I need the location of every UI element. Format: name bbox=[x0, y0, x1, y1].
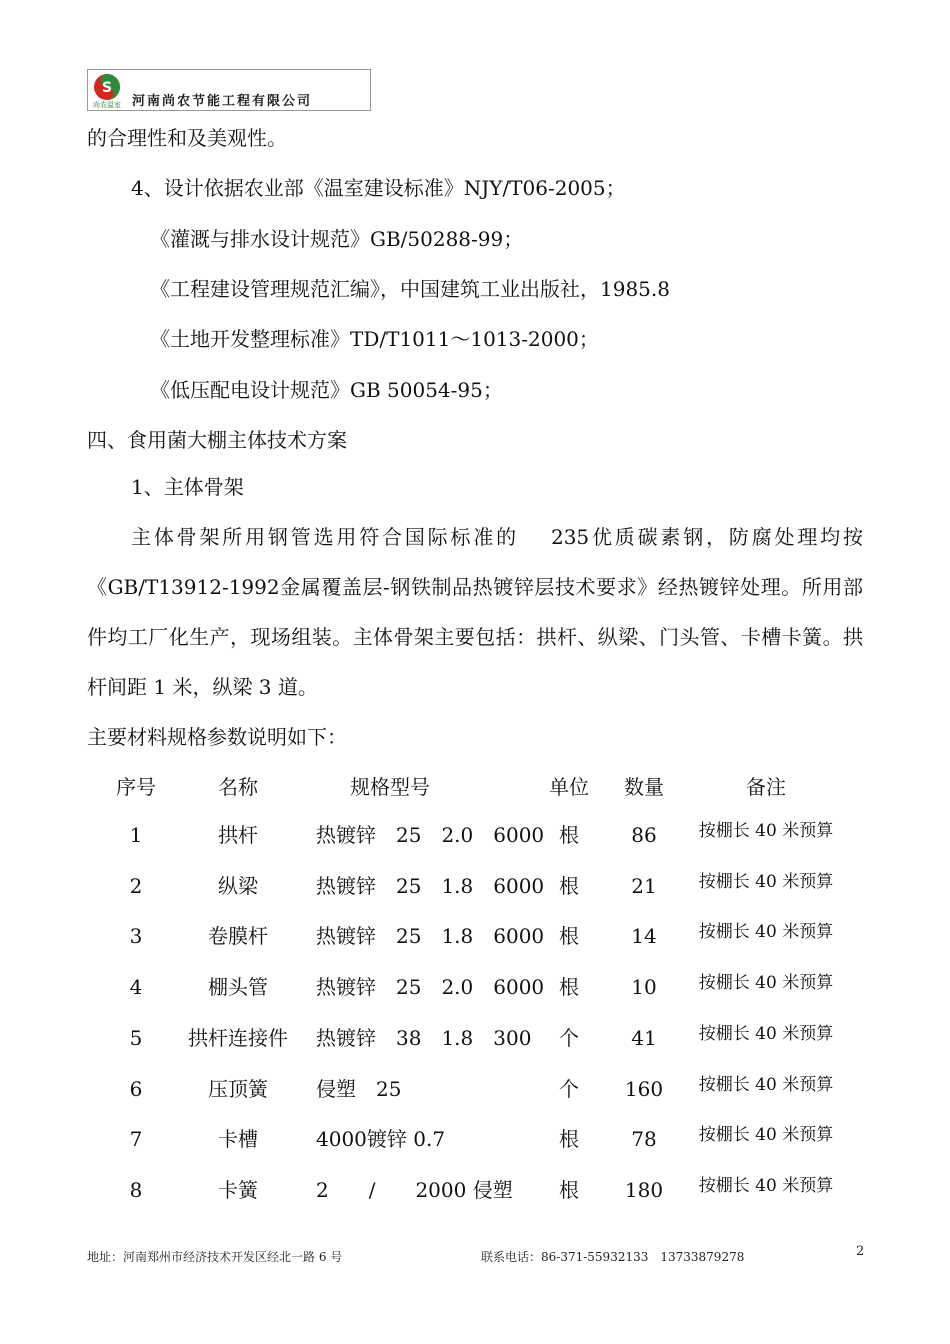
row-spec: 2 / 2000 侵塑 bbox=[316, 1178, 513, 1202]
row-note: 按棚长 40 米预算 bbox=[698, 1125, 834, 1145]
footer-phone: 联系电话：86-371-55932133 13733879278 bbox=[481, 1250, 745, 1264]
row-qty: 14 bbox=[631, 924, 657, 948]
company-header bbox=[87, 69, 371, 111]
subsection-heading: 1、主体骨架 bbox=[131, 475, 244, 499]
row-name: 压顶簧 bbox=[208, 1077, 268, 1101]
table-intro: 主要材料规格参数说明如下： bbox=[87, 725, 347, 749]
row-name: 纵梁 bbox=[218, 874, 258, 898]
reference-engineering: 《工程建设管理规范汇编》，中国建筑工业出版社，1985.8 bbox=[150, 277, 670, 301]
row-no: 3 bbox=[129, 924, 143, 948]
row-unit: 根 bbox=[559, 1127, 579, 1151]
header-qty: 数量 bbox=[624, 775, 664, 799]
row-name: 拱杆 bbox=[218, 823, 258, 847]
row-spec: 侵塑 25 bbox=[316, 1077, 402, 1101]
header-no: 序号 bbox=[116, 775, 156, 799]
row-spec: 热镀锌 25 2.0 6000 bbox=[316, 975, 545, 999]
text-line-2: 4、设计依据农业部《温室建设标准》NJY/T06-2005； bbox=[131, 176, 626, 200]
row-no: 5 bbox=[129, 1026, 143, 1050]
row-note: 按棚长 40 米预算 bbox=[698, 1024, 834, 1044]
row-note: 按棚长 40 米预算 bbox=[698, 1075, 834, 1095]
row-qty: 78 bbox=[631, 1127, 657, 1151]
row-name: 卷膜杆 bbox=[208, 924, 268, 948]
row-name: 拱杆连接件 bbox=[188, 1026, 288, 1050]
row-unit: 根 bbox=[559, 975, 579, 999]
row-qty: 86 bbox=[631, 823, 657, 847]
row-unit: 根 bbox=[559, 1178, 579, 1202]
row-no: 1 bbox=[129, 823, 143, 847]
row-unit: 个 bbox=[559, 1077, 579, 1101]
header-note: 备注 bbox=[746, 775, 786, 799]
row-unit: 个 bbox=[559, 1026, 579, 1050]
row-note: 按棚长 40 米预算 bbox=[698, 973, 834, 993]
reference-land: 《土地开发整理标准》TD/T1011～1013-2000； bbox=[150, 327, 599, 351]
row-name: 棚头管 bbox=[208, 975, 268, 999]
row-no: 2 bbox=[129, 874, 143, 898]
row-spec: 热镀锌 25 1.8 6000 bbox=[316, 874, 545, 898]
row-unit: 根 bbox=[559, 823, 579, 847]
row-note: 按棚长 40 米预算 bbox=[698, 922, 834, 942]
row-spec: 热镀锌 38 1.8 300 bbox=[316, 1026, 532, 1050]
reference-power: 《低压配电设计规范》GB 50054-95； bbox=[150, 378, 503, 402]
row-qty: 180 bbox=[624, 1178, 664, 1202]
logo-caption: 尚农温室 bbox=[93, 101, 121, 109]
row-no: 7 bbox=[129, 1127, 143, 1151]
reference-irrigation: 《灌溉与排水设计规范》GB/50288-99； bbox=[150, 227, 524, 251]
row-name: 卡槽 bbox=[218, 1127, 258, 1151]
row-spec: 热镀锌 25 1.8 6000 bbox=[316, 924, 545, 948]
row-qty: 160 bbox=[624, 1077, 664, 1101]
text-line-1: 的合理性和及美观性。 bbox=[87, 126, 287, 150]
row-no: 8 bbox=[129, 1178, 143, 1202]
company-name: 河南尚农节能工程有限公司 bbox=[132, 94, 313, 109]
frame-paragraph: 主体骨架所用钢管选用符合国际标准的 235优质碳素钢，防腐处理均按《GB/T13912-1992金属覆盖层-钢铁制品热镀锌层技术要求》经热镀锌处理。所用部件均工厂化生产，现场组装。主体骨架主要包括：拱杆、纵梁、门头管、卡槽卡簧。拱杆间距 1 米，纵梁 3 道。 bbox=[87, 525, 863, 699]
row-spec: 热镀锌 25 2.0 6000 bbox=[316, 823, 545, 847]
row-spec: 4000镀锌 0.7 bbox=[316, 1127, 446, 1151]
row-name: 卡簧 bbox=[218, 1178, 258, 1202]
header-spec: 规格型号 bbox=[350, 775, 430, 799]
company-logo-icon bbox=[92, 72, 122, 102]
row-note: 按棚长 40 米预算 bbox=[698, 872, 834, 892]
row-unit: 根 bbox=[559, 924, 579, 948]
header-unit: 单位 bbox=[549, 775, 589, 799]
page-number: 2 bbox=[856, 1244, 865, 1259]
row-unit: 根 bbox=[559, 874, 579, 898]
row-note: 按棚长 40 米预算 bbox=[698, 1176, 834, 1196]
header-name: 名称 bbox=[218, 775, 258, 799]
row-no: 4 bbox=[129, 975, 143, 999]
row-qty: 41 bbox=[631, 1026, 657, 1050]
row-qty: 10 bbox=[631, 975, 657, 999]
row-no: 6 bbox=[129, 1077, 143, 1101]
logo-letter: S bbox=[101, 80, 113, 96]
section-heading: 四、食用菌大棚主体技术方案 bbox=[87, 428, 347, 452]
footer-address: 地址：河南郑州市经济技术开发区经北一路 6 号 bbox=[87, 1250, 343, 1264]
row-note: 按棚长 40 米预算 bbox=[698, 821, 834, 841]
row-qty: 21 bbox=[631, 874, 657, 898]
